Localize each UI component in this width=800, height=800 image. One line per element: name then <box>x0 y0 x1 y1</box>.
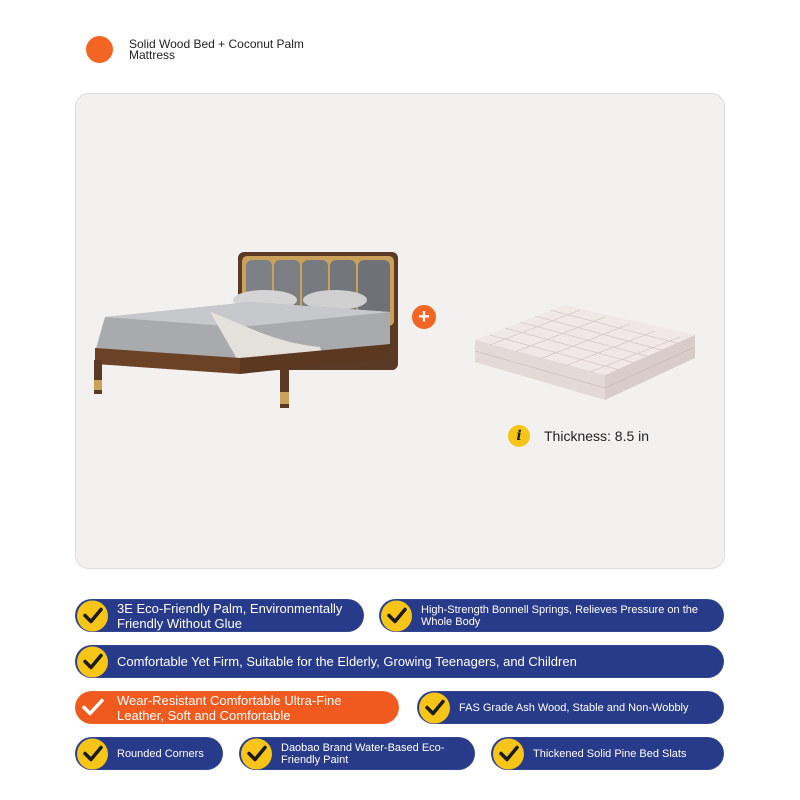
thickness-label: Thickness: 8.5 in <box>544 428 650 444</box>
check-icon <box>77 600 108 631</box>
feature-text: 3E Eco-Friendly Palm, Environmentally Friendly Without Glue <box>117 600 343 631</box>
bed-image <box>90 252 400 412</box>
check-icon <box>77 692 108 723</box>
feature-text: Daobao Brand Water-Based Eco-Friendly Paint <box>281 741 445 766</box>
check-icon <box>77 738 108 769</box>
feature-pill <box>75 599 364 632</box>
feature-pill-highlight <box>75 691 399 724</box>
feature-pill <box>491 737 724 770</box>
check-icon <box>241 738 272 769</box>
product-title: Solid Wood Bed + Coconut Palm Mattress <box>129 36 304 62</box>
feature-pill <box>75 737 223 770</box>
check-icon <box>419 692 450 723</box>
feature-text: Wear-Resistant Comfortable Ultra-Fine Leather, Soft and Comfortable <box>117 692 342 723</box>
feature-text: FAS Grade Ash Wood, Stable and Non-Wobbly <box>459 701 689 714</box>
check-icon <box>77 646 108 677</box>
check-icon <box>381 600 412 631</box>
mattress-image <box>470 300 700 415</box>
info-icon: i <box>508 425 530 447</box>
feature-text: Rounded Corners <box>117 747 204 760</box>
check-icon <box>493 738 524 769</box>
feature-text: Thickened Solid Pine Bed Slats <box>533 747 687 760</box>
header <box>86 36 304 63</box>
feature-pill <box>417 691 724 724</box>
thickness-info <box>508 425 649 447</box>
orange-dot-icon <box>86 36 113 63</box>
feature-pill <box>75 645 724 678</box>
feature-text: High-Strength Bonnell Springs, Relieves Pressure on the Whole Body <box>421 603 698 628</box>
feature-text: Comfortable Yet Firm, Suitable for the Elderly, Growing Teenagers, and Children <box>117 654 577 669</box>
plus-icon: + <box>412 305 436 329</box>
feature-pill <box>239 737 475 770</box>
feature-pill <box>379 599 724 632</box>
